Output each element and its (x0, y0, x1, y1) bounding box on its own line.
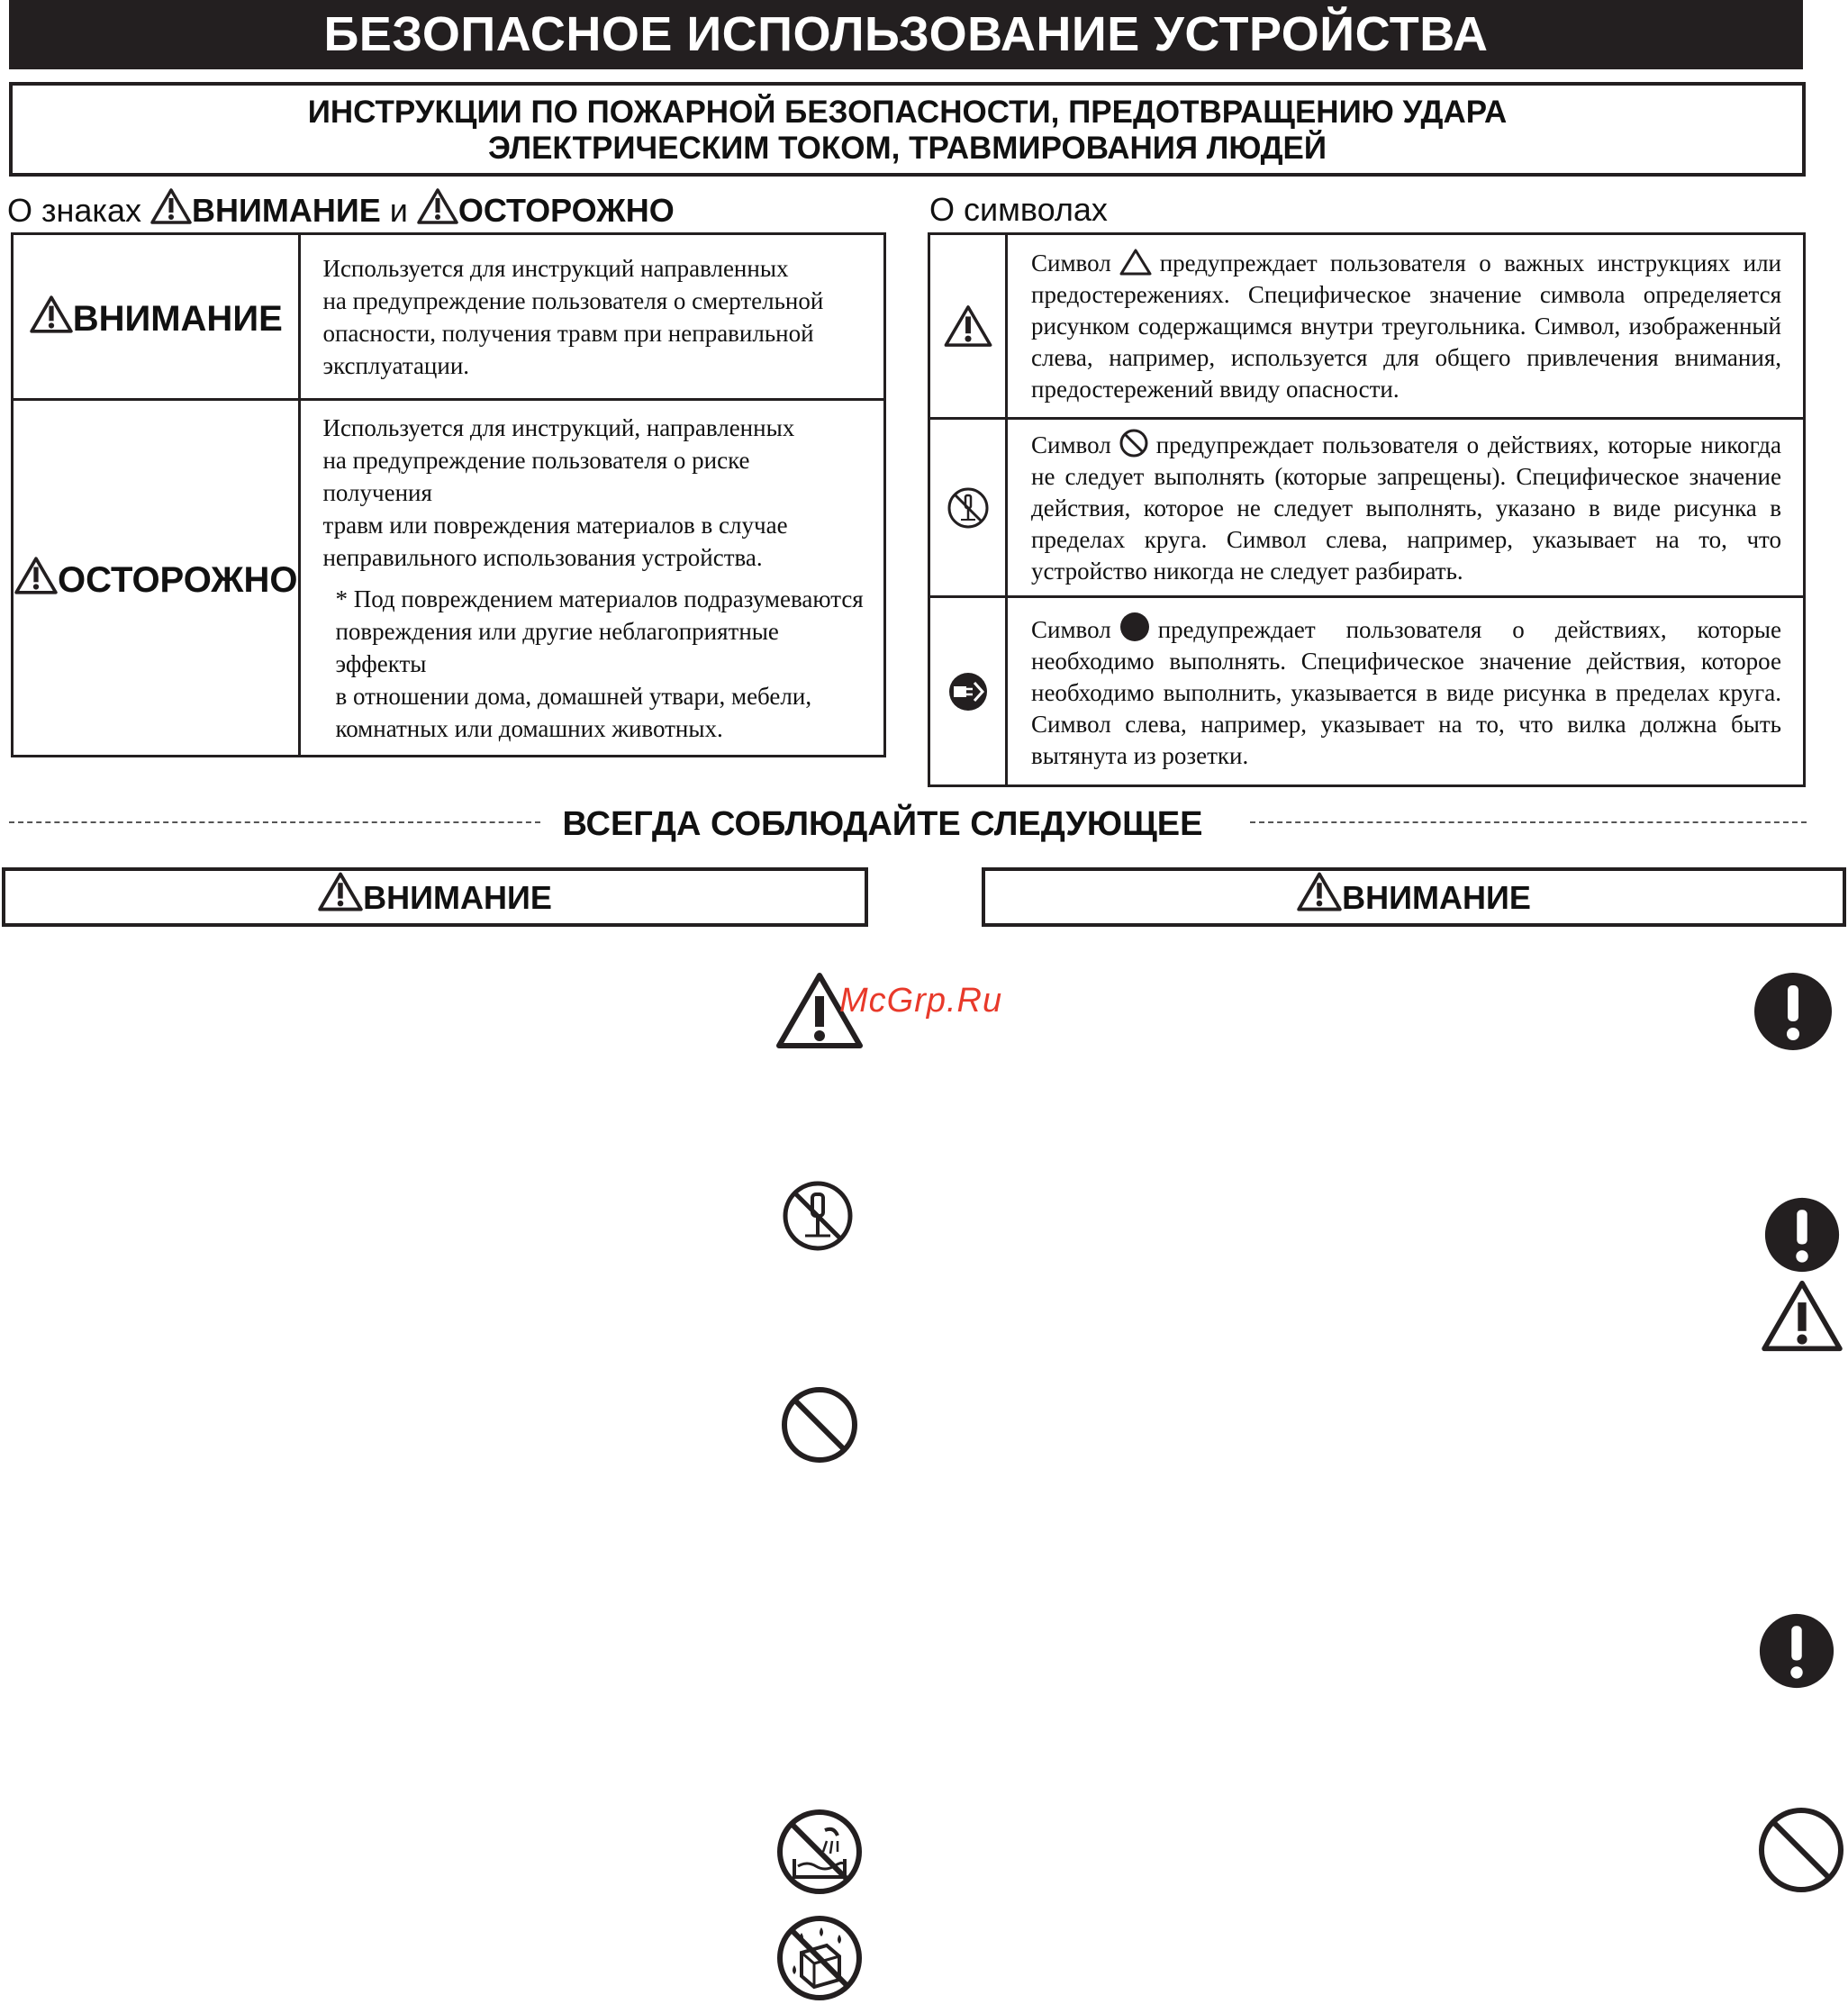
warning-label-cell (13, 234, 300, 400)
caution-label-cell (13, 400, 300, 757)
caution-note-line: в отношении дома, домашней утвари, мебели, (335, 682, 812, 710)
triangle-outline-icon (1119, 248, 1153, 277)
mandatory-filled-circle-icon (1119, 611, 1151, 643)
caution-note-line: комнатных или домашних животных. (335, 714, 723, 742)
no-disassembly-icon (946, 485, 991, 530)
mandatory-exclamation-icon (1758, 1612, 1835, 1690)
symbols-heading: О символах (929, 191, 1108, 228)
symbol-row-1-description: предупреждает пользователя о важных инструкциях или предостережениях. Специфическое значение символа определяется рисунком содержащимся внутри треугольника. Символ, изображенный слева, например, используется для общего привлечения внимания, предостережений ввиду опасности. (1031, 249, 1781, 403)
caution-line: на предупреждение пользователя о риске получения (322, 446, 750, 506)
unplug-icon (947, 670, 990, 713)
warning-box-left-label: ВНИМАНИЕ (363, 879, 552, 916)
signs-heading-prefix: О знаках (7, 192, 141, 229)
signs-heading-warning: ВНИМАНИЕ (192, 192, 381, 229)
divider-left (9, 821, 540, 823)
watermark: McGrp.Ru (839, 982, 1003, 1020)
warning-triangle-icon (1297, 871, 1342, 912)
symbol-word: Символ (1031, 616, 1111, 643)
warning-label: ВНИМАНИЕ (72, 298, 283, 339)
symbol-row-3-description: предупреждает пользователя о действиях, которые необходимо выполнять. Специфическое значение действия, которое необходимо выполнить, указывается в виде рисунка в пределах круга. Символ слева, например, указывает на то, что вилка должна быть вытянута из розетки. (1031, 616, 1781, 769)
symbol-word: Символ (1031, 249, 1111, 277)
symbol-word: Символ (1031, 431, 1111, 458)
page-title: БЕЗОПАСНОЕ ИСПОЛЬЗОВАНИЕ УСТРОЙСТВА (9, 0, 1803, 69)
warning-description (300, 234, 885, 400)
prohibited-icon (780, 1385, 859, 1464)
warning-line: Используется для инструкций направленных (322, 254, 789, 282)
caution-label: ОСТОРОЖНО (58, 559, 298, 600)
caution-line: неправильного использования устройства. (322, 543, 763, 571)
warning-box-right-label: ВНИМАНИЕ (1342, 879, 1531, 916)
caution-line: Используется для инструкций, направленных (322, 413, 795, 441)
signs-heading-caution: ОСТОРОЖНО (457, 192, 675, 229)
warning-triangle-icon (150, 187, 192, 225)
signs-heading-conj: и (389, 192, 408, 229)
signs-heading (7, 187, 675, 231)
subtitle-box (9, 82, 1806, 177)
caution-note-line: повреждения или другие неблагоприятные эффекты (335, 617, 779, 677)
warning-line: эксплуатации. (322, 351, 470, 379)
mandatory-exclamation-icon (1763, 1196, 1841, 1274)
warning-triangle-icon (944, 304, 992, 349)
symbol-row-3-text (1007, 597, 1805, 786)
warning-triangle-icon (30, 295, 73, 334)
warning-triangle-icon (417, 187, 458, 225)
symbol-row-2-description: предупреждает пользователя о действиях, которые никогда не следует выполнять (которые запрещены). Специфическое значение действия, которое не следует выполнять, указано в виде рисунка в пределах круга. Символ слева, например, указывает на то, что устройство никогда не следует разбирать. (1031, 431, 1781, 585)
symbol-row-1-icon-cell (929, 234, 1007, 419)
caution-description (300, 400, 885, 757)
caution-note (322, 583, 864, 745)
symbol-row-2-icon-cell (929, 419, 1007, 597)
caution-line: травм или повреждения материалов в случае (322, 511, 788, 539)
no-water-icon (775, 1807, 865, 1897)
prohibited-icon (1756, 1805, 1846, 1895)
warning-triangle-icon (1760, 1279, 1844, 1353)
warning-box-left (2, 867, 868, 927)
always-heading: ВСЕГДА СОБЛЮДАЙТЕ СЛЕДУЮЩЕЕ (562, 805, 1203, 843)
warning-box-right (982, 867, 1846, 927)
symbol-row-3-icon-cell (929, 597, 1007, 786)
no-wet-icon (775, 1913, 865, 2003)
prohibited-icon (1119, 428, 1149, 458)
signs-table (11, 232, 886, 757)
symbol-row-1-text (1007, 234, 1805, 419)
warning-line: опасности, получения травм при неправильной (322, 319, 814, 347)
caution-note-line: * Под повреждением материалов подразумеваются (335, 585, 864, 612)
mandatory-exclamation-icon (1753, 971, 1834, 1052)
warning-line: на предупреждение пользователя о смертельной (322, 286, 824, 314)
subtitle-line-2: ЭЛЕКТРИЧЕСКИМ ТОКОМ, ТРАВМИРОВАНИЯ ЛЮДЕЙ (487, 131, 1327, 166)
subtitle-line-1: ИНСТРУКЦИИ ПО ПОЖАРНОЙ БЕЗОПАСНОСТИ, ПРЕДОТВРАЩЕНИЮ УДАРА (307, 95, 1508, 130)
no-disassembly-icon (780, 1178, 856, 1254)
symbols-table (928, 232, 1806, 787)
warning-triangle-icon (318, 871, 363, 912)
divider-right (1250, 821, 1807, 823)
warning-triangle-icon (14, 556, 58, 595)
symbol-row-2-text (1007, 419, 1805, 597)
